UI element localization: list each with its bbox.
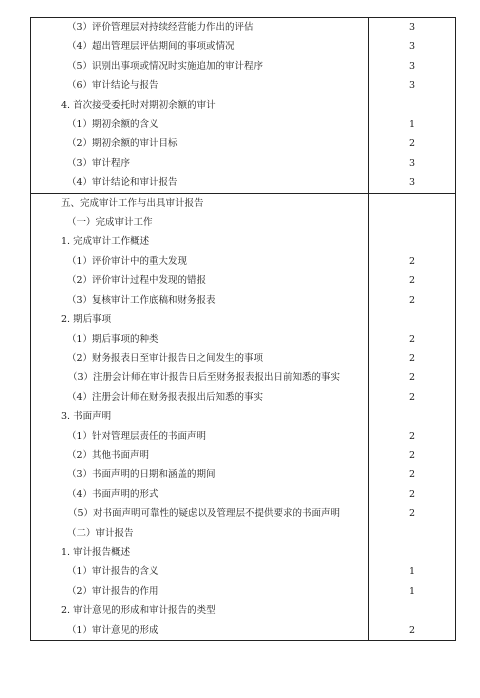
topic-heading: 1. 完成审计工作概述 (61, 236, 150, 248)
topic-text: （1）审计报告的含义 (67, 566, 159, 578)
table-row (31, 368, 456, 387)
table-row (31, 543, 456, 562)
topic-text: （1）针对管理层责任的书面声明 (67, 430, 207, 442)
level-cell (369, 407, 456, 426)
table-row (31, 310, 456, 329)
topic-text: （3）书面声明的日期和涵盖的期间 (67, 469, 216, 481)
table-row (31, 57, 456, 76)
topic-text: （1）评价审计中的重大发现 (67, 255, 188, 267)
level-cell (369, 310, 456, 329)
level-cell (369, 524, 456, 543)
table-row (31, 485, 456, 504)
level-cell: 2 (369, 388, 456, 407)
topic-text: （4）超出管理层评估期间的事项或情况 (67, 41, 235, 53)
level-cell (369, 232, 456, 251)
topic-text: （1）审计意见的形成 (67, 624, 159, 636)
level-cell: 3 (369, 154, 456, 173)
table-row (31, 232, 456, 251)
topic-text: （6）审计结论与报告 (67, 80, 159, 92)
level-cell: 2 (369, 271, 456, 290)
level-cell (369, 193, 456, 213)
table-row (31, 465, 456, 484)
level-cell: 2 (369, 252, 456, 271)
level-cell: 1 (369, 115, 456, 134)
table-row (31, 193, 456, 213)
level-cell: 2 (369, 504, 456, 523)
topic-text: （3）审计程序 (67, 157, 131, 169)
level-cell (369, 601, 456, 620)
table-row (31, 601, 456, 620)
level-cell: 2 (369, 446, 456, 465)
level-cell: 2 (369, 330, 456, 349)
level-cell: 2 (369, 291, 456, 310)
topic-text: （5）对书面声明可靠性的疑虑以及管理层不提供要求的书面声明 (68, 508, 341, 520)
level-cell: 3 (369, 18, 456, 38)
syllabus-table-body (31, 18, 456, 641)
level-cell (369, 96, 456, 115)
table-row (31, 388, 456, 407)
table-row (31, 446, 456, 465)
subsection-heading: （一）完成审计工作 (67, 217, 153, 229)
topic-text: （4）书面声明的形式 (67, 488, 159, 500)
topic-text: （3）复核审计工作底稿和财务报表 (67, 294, 216, 306)
level-cell: 1 (369, 582, 456, 601)
topic-heading: 1. 审计报告概述 (61, 546, 131, 558)
level-cell: 3 (369, 37, 456, 56)
level-cell: 2 (369, 485, 456, 504)
topic-text: （2）其他书面声明 (67, 449, 150, 461)
table-row (31, 96, 456, 115)
subsection-heading: （二）审计报告 (67, 527, 134, 539)
table-row (31, 37, 456, 56)
level-cell: 2 (369, 368, 456, 387)
level-cell: 1 (369, 562, 456, 581)
level-cell: 3 (369, 173, 456, 193)
table-row (31, 18, 456, 38)
topic-text: （2）财务报表日至审计报告日之间发生的事项 (67, 352, 264, 364)
level-cell: 3 (369, 57, 456, 76)
table-row (31, 134, 456, 153)
table-row (31, 349, 456, 368)
topic-text: （3）评价管理层对持续经营能力作出的评估 (67, 22, 254, 33)
level-cell: 3 (369, 76, 456, 95)
topic-text: （5）识别出事项或情况时实施追加的审计程序 (67, 60, 264, 72)
table-row (31, 407, 456, 426)
level-cell: 2 (369, 427, 456, 446)
table-row (31, 154, 456, 173)
topic-heading: 2. 期后事项 (61, 314, 112, 326)
table-row (31, 582, 456, 601)
section-heading: 五、完成审计工作与出具审计报告 (61, 197, 204, 209)
table-row (31, 524, 456, 543)
topic-heading: 4. 首次接受委托时对期初余额的审计 (61, 99, 216, 111)
level-cell: 2 (369, 621, 456, 641)
topic-text: （2）评价审计过程中发现的错报 (67, 275, 207, 287)
level-cell: 2 (369, 134, 456, 153)
table-row (31, 115, 456, 134)
table-row (31, 173, 456, 193)
table-row (31, 562, 456, 581)
level-cell (369, 213, 456, 232)
level-cell: 2 (369, 349, 456, 368)
syllabus-table (30, 17, 456, 641)
topic-text: （4）审计结论和审计报告 (67, 177, 178, 189)
topic-text: （4）注册会计师在财务报表报出后知悉的事实 (67, 391, 264, 403)
topic-text: （2）期初余额的审计目标 (67, 138, 178, 150)
topic-heading: 2. 审计意见的形成和审计报告的类型 (61, 605, 216, 617)
topic-text: （2）审计报告的作用 (67, 585, 159, 597)
table-row (31, 76, 456, 95)
table-row (31, 330, 456, 349)
table-row (31, 213, 456, 232)
topic-heading: 3. 书面声明 (61, 411, 112, 423)
topic-text: （1）期初余额的含义 (67, 119, 159, 131)
level-cell: 2 (369, 465, 456, 484)
table-row (31, 621, 456, 641)
table-row (31, 252, 456, 271)
level-cell (369, 543, 456, 562)
table-row (31, 271, 456, 290)
topic-text: （1）期后事项的种类 (67, 333, 159, 345)
table-row (31, 427, 456, 446)
topic-text: （3）注册会计师在审计报告日后至财务报表报出日前知悉的事实 (68, 372, 341, 384)
table-row (31, 291, 456, 310)
table-row (31, 504, 456, 523)
